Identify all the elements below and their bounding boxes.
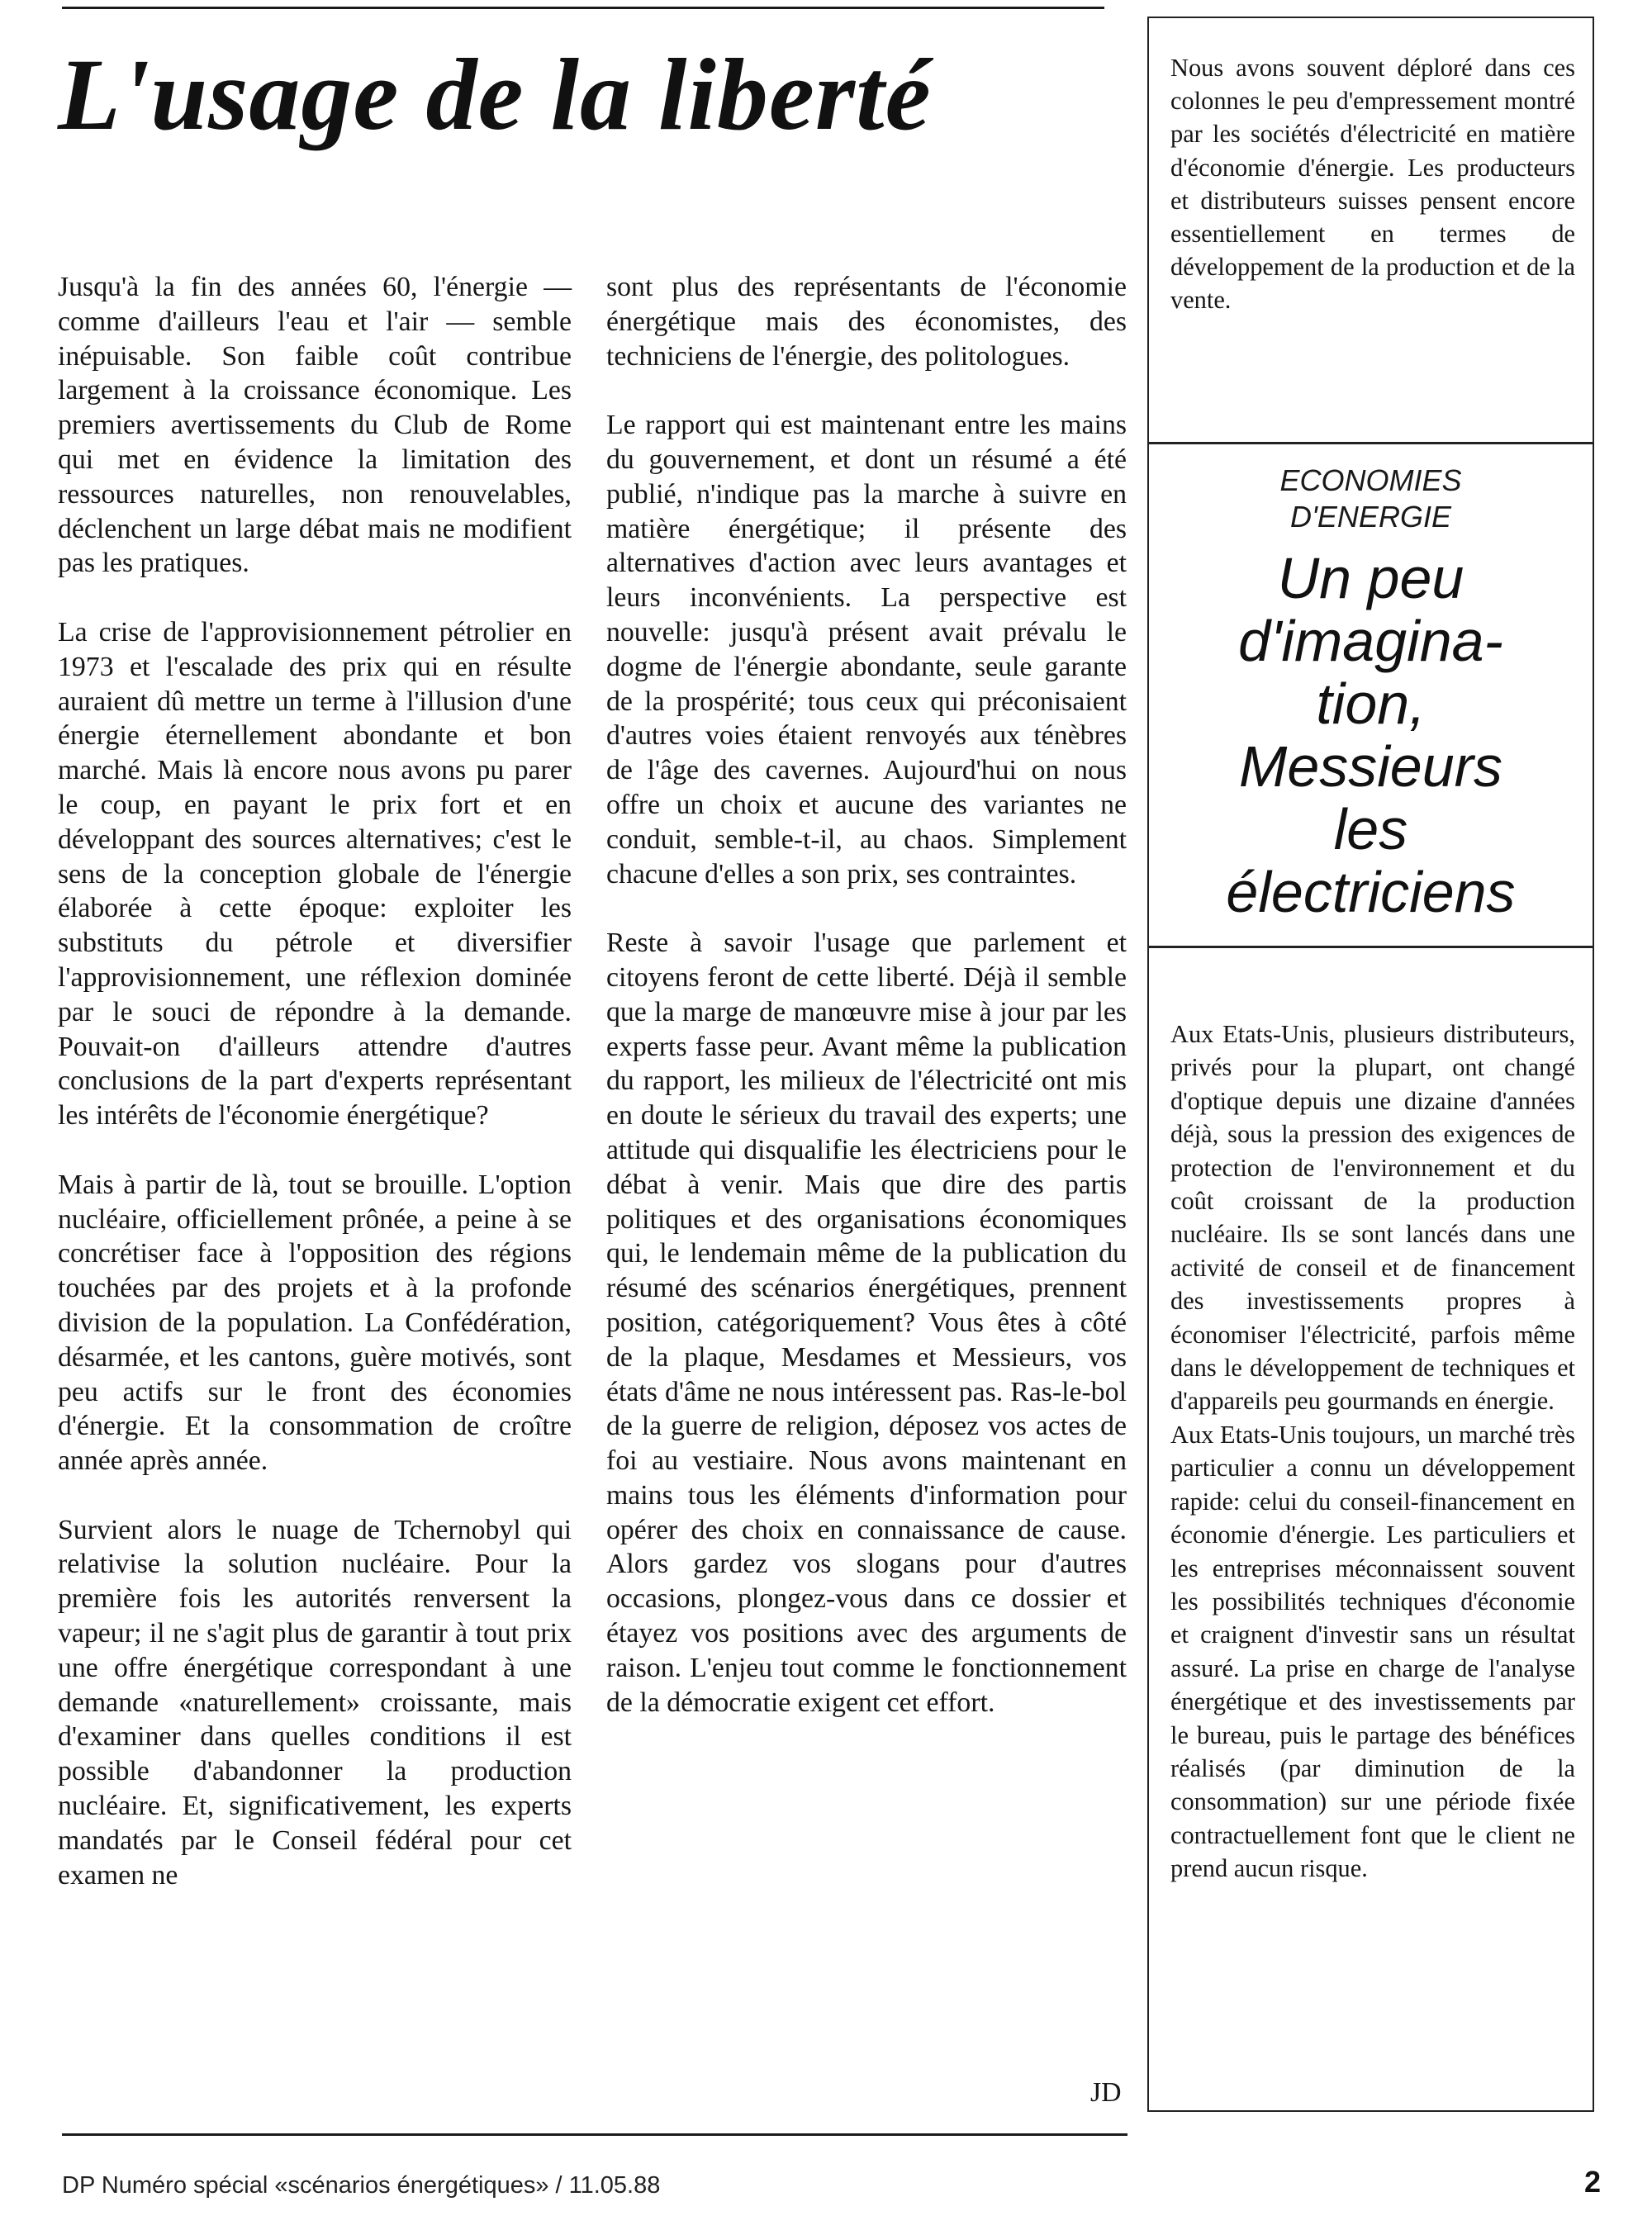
article-paragraph: sont plus des représentants de l'économie énergétique mais des économistes, des techniciens de l'énergie, des politologues. (606, 272, 1127, 372)
article-paragraph: Jusqu'à la fin des années 60, l'énergie — comme d'ailleurs l'eau et l'air — semble inépuisable. Son faible coût contribue largement à la croissance économique. Les premiers avertissements du Club de Rome qui met en évidence la limitation des ressources naturelles, non renouvelables, déclenchent un large débat mais ne modifient pas les pratiques. (58, 272, 572, 579)
bottom-rule (62, 2133, 1127, 2136)
sidebar-intro: Nous avons souvent déploré dans ces colonnes le peu d'empressement montré par les sociétés d'électricité en matière d'économie d'énergie. Les producteurs et distributeurs suisses pensent encore essentiellement en termes de développement de la production et de la vente. (1170, 54, 1575, 315)
headline-line: Un peu (1277, 546, 1464, 610)
publication-footer: DP Numéro spécial «scénarios énergétiques» / 11.05.88 (62, 2172, 661, 2199)
headline-line: d'imagina- (1238, 609, 1503, 673)
sidebar-paragraph: Aux Etats-Unis toujours, un marché très particulier a connu un développement rapide: celui du conseil-financement en économie d'énergie. Les particuliers et les entreprises méconnaissent souvent les possibilités techniques d'économie et craignent d'investir sans un résultat assuré. La prise en charge de l'analyse énergétique et des investissements par le bureau, puis le partage des bénéfices réalisés (par diminution de la consommation) sur une période fixée contractuellement font que le client ne prend aucun risque. (1170, 1420, 1575, 1883)
article-paragraph: Survient alors le nuage de Tchernobyl qui relativise la solution nucléaire. Pour la première fois les autorités renversent la vapeur; il ne s'agit plus de garantir à tout prix une offre énergétique correspondant à une demande «naturellement» croissante, mais d'examiner dans quelles conditions il est possible d'abandonner la production nucléaire. Et, significativement, les experts mandatés par le Conseil fédéral pour cet examen ne (58, 1514, 572, 1891)
headline-line: les (1333, 797, 1408, 861)
kicker-line: ECONOMIES (1279, 463, 1462, 497)
page-number: 2 (1584, 2165, 1602, 2199)
sidebar-paragraph: Aux Etats-Unis, plusieurs distributeurs, privés pour la plupart, ont changé d'optique depuis une dizaine d'années déjà, sous la pression des exigences de protection de l'environnement et du coût croissant de la production nucléaire. Ils se sont lancés dans une activité de conseil et de financement des investissements propres à économiser l'électricité, parfois même dans le développement de techniques et d'appareils peu gourmands en énergie. (1170, 1020, 1575, 1416)
article-paragraph: Mais à partir de là, tout se brouille. L'option nucléaire, officiellement prônée, a peine à se concrétiser face à l'opposition des régions touchées par des projets et à la profonde division de la population. La Confédération, désarmée, et les cantons, guère motivés, sont peu actifs sur le front des économies d'énergie. Et la consommation de croître année après année. (58, 1169, 572, 1477)
headline-line: Messieurs (1239, 734, 1502, 799)
sidebar-body (1170, 1018, 1575, 1886)
sidebar-headline (1149, 547, 1593, 923)
article-title: L'usage de la liberté (58, 38, 932, 151)
article-paragraph: Reste à savoir l'usage que parlement et citoyens feront de cette liberté. Déjà il semble que la marge de manœuvre mise à jour par les experts fasse peur. Avant même la publication du rapport, les milieux de l'électricité ont mis en doute le sérieux du travail des experts; une attitude qui disqualifie les électriciens pour le débat à venir. Mais que dire des partis politiques et des organisations économiques qui, le lendemain même de la publication du résumé des scénarios énergétiques, prennent position, catégoriquement? Vous êtes à côté de la plaque, Mesdames et Messieurs, vos états d'âme ne nous intéressent pas. Ras-le-bol de la guerre de religion, déposez vos actes de foi au vestiaire. Nous avons maintenant en mains tous les éléments d'information pour opérer des choix en connaissance de cause. Alors gardez vos slogans pour d'autres occasions, plongez-vous dans ce dossier et étayez vos positions avec des arguments de raison. L'enjeu tout comme le fonctionnement de la démocratie exigent cet effort. (606, 928, 1127, 1718)
sidebar-kicker (1149, 463, 1593, 535)
sidebar-box (1147, 17, 1594, 2112)
article-paragraph: La crise de l'approvisionnement pétrolier en 1973 et l'escalade des prix qui en résulte auraient dû mettre un terme à l'illusion d'une énergie éternellement abondante et bon marché. Mais là encore nous avons pu parer le coup, en payant le prix fort et en développant des sources alternatives; c'est le sens de la conception globale de l'énergie élaborée à cette époque: exploiter les substituts du pétrole et diversifier l'approvisionnement, une réflexion dominée par le souci de répondre à la demande. Pouvait-on d'ailleurs attendre d'autres conclusions de la part d'experts représentant les intérêts de l'économie énergétique? (58, 616, 572, 1132)
kicker-line: D'ENERGIE (1290, 500, 1451, 534)
sidebar-divider (1149, 442, 1593, 444)
author-signature: JD (1090, 2077, 1122, 2108)
headline-line: tion, (1316, 671, 1426, 736)
headline-line: électriciens (1226, 860, 1516, 924)
article-column-1 (58, 270, 572, 1927)
article-column-2 (606, 270, 1127, 1754)
top-rule (62, 7, 1104, 9)
sidebar-divider (1149, 946, 1593, 948)
article-paragraph: Le rapport qui est maintenant entre les mains du gouvernement, et dont un résumé a été publié, n'indique pas la marche à suivre en matière énergétique; il présente des alternatives d'action avec leurs avantages et leurs inconvénients. La perspective est nouvelle: jusqu'à présent avait prévalu le dogme de l'énergie abondante, seule garante de la prospérité; tous ceux qui préconisaient d'autres voies étaient renvoyés aux ténèbres de l'âge des cavernes. Aujourd'hui on nous offre un choix et aucune des variantes ne conduit, semble-t-il, au chaos. Simplement chacune d'elles a son prix, ses contraintes. (606, 410, 1127, 890)
